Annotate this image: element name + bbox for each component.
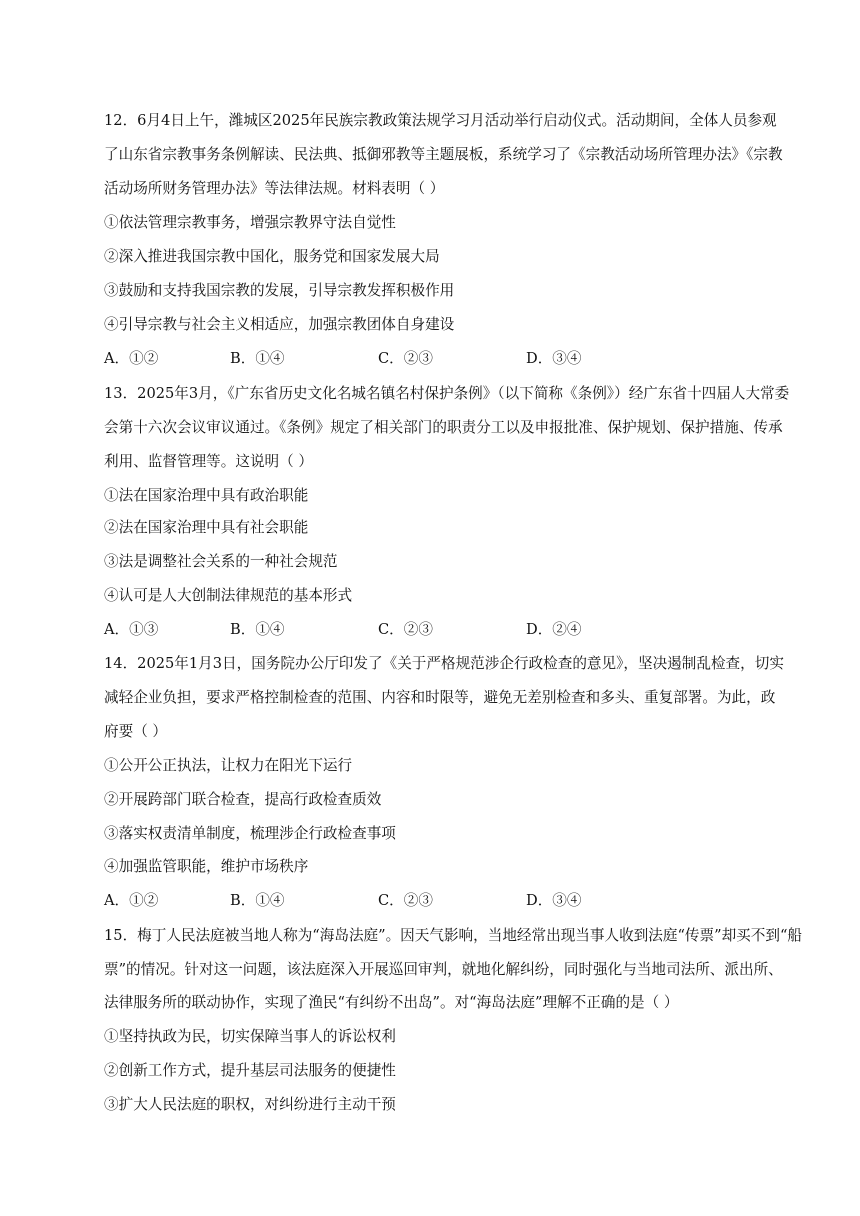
- question-13-stem-line-2: 会第十六次会议审议通过。《条例》规定了相关部门的职责分工以及申报批准、保护规划、保护措施、传承: [104, 419, 783, 436]
- question-15-stem-line-3: 法律服务所的联动协作，实现了渔民“有纠纷不出岛”。对“海岛法庭”理解不正确的是（ ）: [104, 994, 679, 1011]
- question-12-statement-1: ①依法管理宗教事务，增强宗教界守法自觉性: [104, 214, 396, 231]
- option-a: A．①②: [104, 350, 159, 367]
- option-d: D．②④: [526, 621, 582, 638]
- question-12-stem-line-3: 活动场所财务管理办法》等法律法规。材料表明（ ）: [104, 180, 445, 197]
- question-14-statement-3: ③落实权责清单制度，梳理涉企行政检查事项: [104, 825, 396, 842]
- question-15-statement-2: ②创新工作方式，提升基层司法服务的便捷性: [104, 1062, 396, 1079]
- question-14-options: [0, 891, 860, 911]
- question-14-statement-4: ④加强监管职能，维护市场秩序: [104, 858, 309, 875]
- question-14-stem-line-1: 14．2025年1月3日，国务院办公厅印发了《关于严格规范涉企行政检查的意见》，坚决遏制乱检查，切实: [104, 655, 784, 672]
- option-a: A．①②: [104, 892, 159, 909]
- question-14-stem-line-3: 府要（ ）: [104, 723, 168, 740]
- question-13-statement-4: ④认可是人大创制法律规范的基本形式: [104, 587, 353, 604]
- option-d: D．③④: [526, 892, 582, 909]
- question-12-options: [0, 349, 860, 369]
- option-d: D．③④: [526, 350, 582, 367]
- question-13-statement-2: ②法在国家治理中具有社会职能: [104, 519, 309, 536]
- question-12-statement-4: ④引导宗教与社会主义相适应，加强宗教团体自身建设: [104, 316, 455, 333]
- option-b: B．①④: [230, 350, 285, 367]
- question-13-stem-line-1: 13．2025年3月，《广东省历史文化名城名镇名村保护条例》（以下简称《条例》）经广东省十四届人大常委: [104, 385, 790, 402]
- question-15-statement-1: ①坚持执政为民，切实保障当事人的诉讼权利: [104, 1028, 396, 1045]
- option-b: B．①④: [230, 892, 285, 909]
- question-15-statement-3: ③扩大人民法庭的职权，对纠纷进行主动干预: [104, 1096, 396, 1113]
- option-c: C．②③: [378, 892, 433, 909]
- option-b: B．①④: [230, 621, 285, 638]
- option-c: C．②③: [378, 621, 433, 638]
- question-12-statement-3: ③鼓励和支持我国宗教的发展，引导宗教发挥积极作用: [104, 282, 455, 299]
- question-15-stem-line-1: 15．梅丁人民法庭被当地人称为“海岛法庭”。因天气影响，当地经常出现当事人收到法庭“传票”却买不到“船: [104, 927, 803, 944]
- question-12-statement-2: ②深入推进我国宗教中国化，服务党和国家发展大局: [104, 248, 440, 265]
- question-14-statement-1: ①公开公正执法，让权力在阳光下运行: [104, 757, 353, 774]
- option-c: C．②③: [378, 350, 433, 367]
- question-13-options: [0, 620, 860, 640]
- question-12-stem-line-1: 12．6月4日上午，潍城区2025年民族宗教政策法规学习月活动举行启动仪式。活动期间，全体人员参观: [104, 112, 777, 129]
- question-14-statement-2: ②开展跨部门联合检查，提高行政检查质效: [104, 791, 382, 808]
- option-a: A．①③: [104, 621, 159, 638]
- question-15-stem-line-2: 票”的情况。针对这一问题，该法庭深入开展巡回审判，就地化解纠纷，同时强化与当地司法所、派出所、: [104, 961, 783, 978]
- question-13-statement-1: ①法在国家治理中具有政治职能: [104, 487, 309, 504]
- question-13-stem-line-3: 利用、监督管理等。这说明（ ）: [104, 453, 313, 470]
- question-12-stem-line-2: 了山东省宗教事务条例解读、民法典、抵御邪教等主题展板，系统学习了《宗教活动场所管理办法》《宗教: [104, 146, 783, 163]
- question-13-statement-3: ③法是调整社会关系的一种社会规范: [104, 553, 338, 570]
- question-14-stem-line-2: 减轻企业负担，要求严格控制检查的范围、内容和时限等，避免无差别检查和多头、重复部署。为此，政: [104, 689, 776, 706]
